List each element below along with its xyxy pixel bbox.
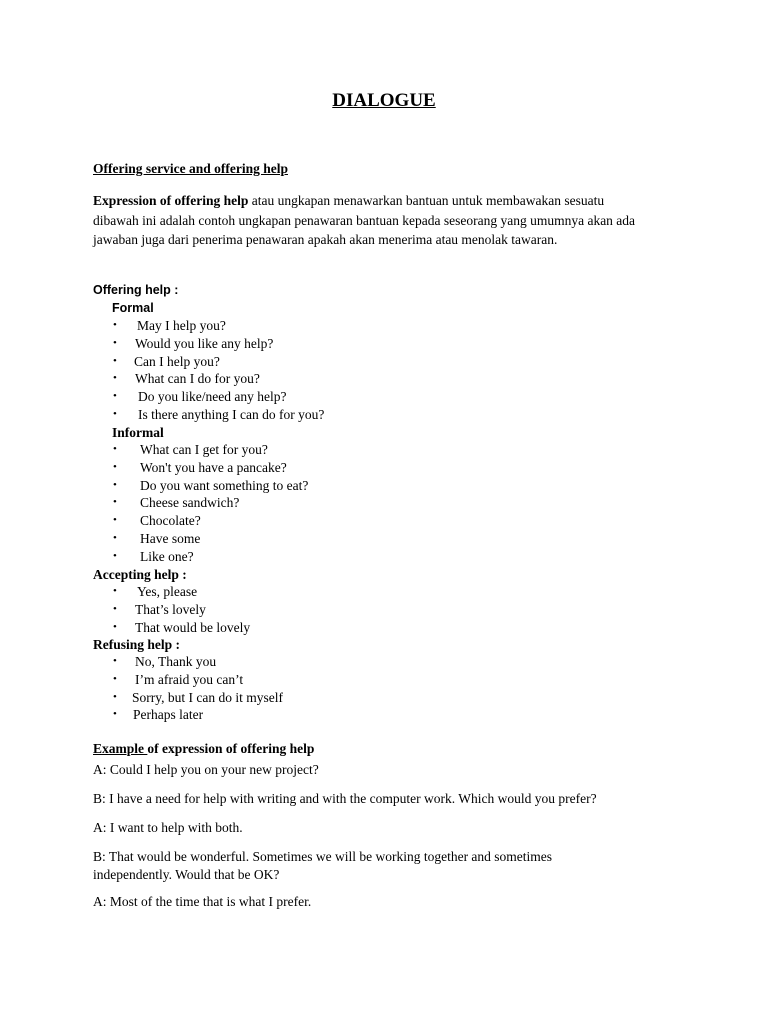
bullet-icon: •	[113, 336, 117, 349]
dialogue-line: B: That would be wonderful. Sometimes we will be working together and sometimes independently. Would that be OK?	[93, 849, 553, 882]
list-item-text: Would you like any help?	[135, 335, 274, 351]
bullet-icon: •	[113, 319, 117, 331]
list-item-text: What can I do for you?	[135, 371, 260, 387]
list-item-text: Perhaps later	[133, 707, 204, 723]
list-item-text: That’s lovely	[135, 601, 206, 617]
offering-help-label: Offering help :	[93, 283, 179, 297]
list-item-text: Won't you have a pancake?	[140, 459, 287, 475]
list-item-text: Yes, please	[137, 584, 198, 599]
list-item-text: That would be lovely	[135, 619, 251, 635]
informal-label: Informal	[112, 425, 164, 440]
section-heading: Offering service and offering help	[93, 161, 288, 176]
list-item-text: May I help you?	[137, 318, 226, 333]
bullet-icon: •	[113, 407, 117, 420]
bullet-icon: •	[113, 690, 117, 703]
bullet-icon: •	[113, 672, 117, 685]
list-item-text: Chocolate?	[140, 513, 201, 529]
bullet-icon: •	[113, 602, 117, 615]
formal-label: Formal	[112, 301, 154, 315]
example-heading-underlined: Example	[93, 741, 148, 756]
dialogue-line: A: I want to help with both.	[93, 820, 243, 835]
bullet-icon: •	[113, 620, 117, 633]
accepting-help-label: Accepting help :	[93, 567, 187, 582]
list-item-text: What can I get for you?	[140, 442, 268, 457]
list-item-text: Can I help you?	[134, 353, 220, 369]
example-heading-rest: of expression of offering help	[147, 741, 315, 756]
list-item-text: No, Thank you	[135, 654, 217, 669]
bullet-icon: •	[113, 390, 117, 403]
bullet-icon: •	[113, 372, 117, 385]
list-item-text: Is there anything I can do for you?	[138, 406, 325, 422]
bullet-icon: •	[113, 585, 117, 597]
list-item-text: Do you like/need any help?	[138, 389, 287, 405]
intro-paragraph	[93, 191, 653, 250]
intro-text: atau ungkapan menawarkan bantuan untuk membawakan sesuatu dibawah ini adalah contoh ungkapan penawaran bantuan kepada seseorang yang umumnya akan ada jawaban juga dari penerima penawaran apakah akan menerima atau menolak tawaran.	[93, 193, 636, 247]
list-item-text: Sorry, but I can do it myself	[132, 689, 283, 705]
dialogue-line: B: I have a need for help with writing and with the computer work. Which would you prefer?	[93, 791, 597, 806]
bullet-icon: •	[113, 460, 117, 473]
bullet-icon: •	[113, 655, 117, 667]
bullet-icon: •	[113, 549, 117, 562]
list-item-text: I’m afraid you can’t	[135, 671, 244, 687]
refusing-help-label: Refusing help :	[93, 637, 181, 652]
dialogue-line: A: Could I help you on your new project?	[93, 762, 319, 777]
bullet-icon: •	[113, 708, 117, 721]
bullet-icon: •	[113, 531, 117, 544]
list-item-text: Have some	[140, 530, 201, 546]
list-item-text: Do you want something to eat?	[140, 477, 309, 493]
bullet-icon: •	[113, 354, 117, 367]
dialogue-line: A: Most of the time that is what I prefer.	[93, 894, 312, 909]
list-item-text: Cheese sandwich?	[140, 495, 240, 511]
bullet-icon: •	[113, 443, 117, 455]
bullet-icon: •	[113, 496, 117, 509]
example-heading	[93, 740, 314, 758]
bullet-icon: •	[113, 514, 117, 527]
intro-bold-lead: Expression of offering help	[93, 193, 249, 208]
bullet-icon: •	[113, 478, 117, 491]
list-item-text: Like one?	[140, 548, 194, 564]
page-title: DIALOGUE	[332, 90, 436, 111]
